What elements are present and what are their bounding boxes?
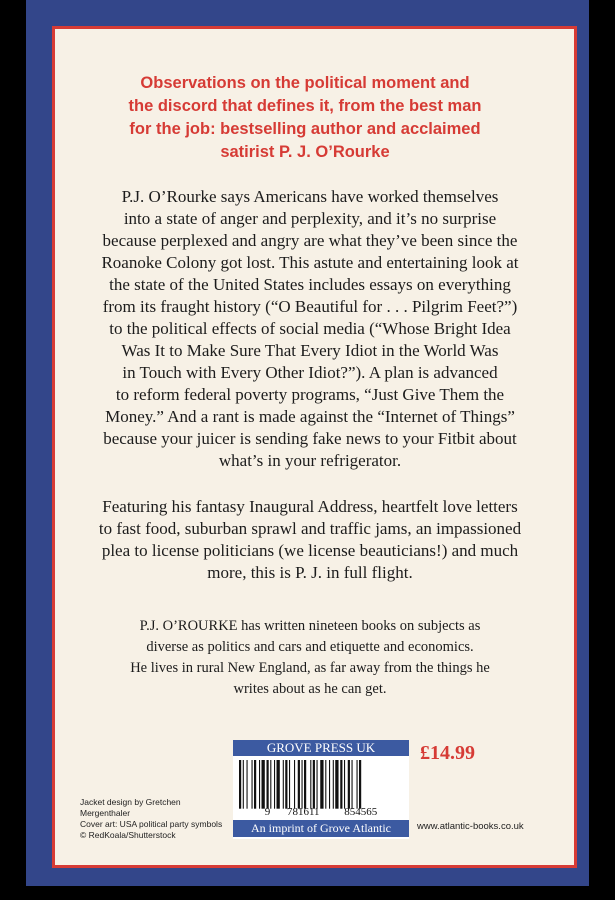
author-bio: P.J. O’ROURKE has written nineteen books on subjects as diverse as politics and cars and etiquette and economics. He lives in rural New England, as far away from the things he writes about as he can get. [130,618,490,697]
blurb-paragraph-2: Featuring his fantasy Inaugural Address, heartfelt love letters to fast food, suburban sprawl and traffic jams, an impassioned plea to license politicians (we license beauticians!) and much more, this is P. J. in full flight. [98,497,522,582]
jacket-credits: Jacket design by Gretchen Mergenthaler Cover art: USA political party symbols © RedKoala/Shutterstock [80,797,223,840]
isbn-number: 9 781611 854565 [264,806,378,818]
imprint-label: An imprint of Grove Atlantic [233,820,409,837]
price: £14.99 [420,742,475,764]
publisher-label: GROVE PRESS UK [233,740,409,756]
blurb-paragraph-1: P.J. O’Rourke says Americans have worked themselves into a state of anger and perplexity, and it’s no surprise because perplexed and angry are what they’ve been since the Roanoke Colony got lost. This astute and entertaining look at the state of the United States includes essays on everything from its fraught history (“O Beautiful for . . . Pilgrim Feet?”) to the political effects of social media (“Whose Bright Idea Was It to Make Sure That Every Idiot in the World Was in Touch with Every Other Idiot?”). A plan is advanced to reform federal poverty programs, “Just Give Them the Money.” And a rant is made against the “Internet of Things” because your juicer is sending fake news to your Fitbit about what’s in your refrigerator. [101,187,519,470]
website-url: www.atlantic-books.co.uk [417,821,524,832]
tagline: Observations on the political moment and the discord that defines it, from the best man for the job: bestselling author and acclaimed satirist P. J. O’Rourke [128,74,482,161]
